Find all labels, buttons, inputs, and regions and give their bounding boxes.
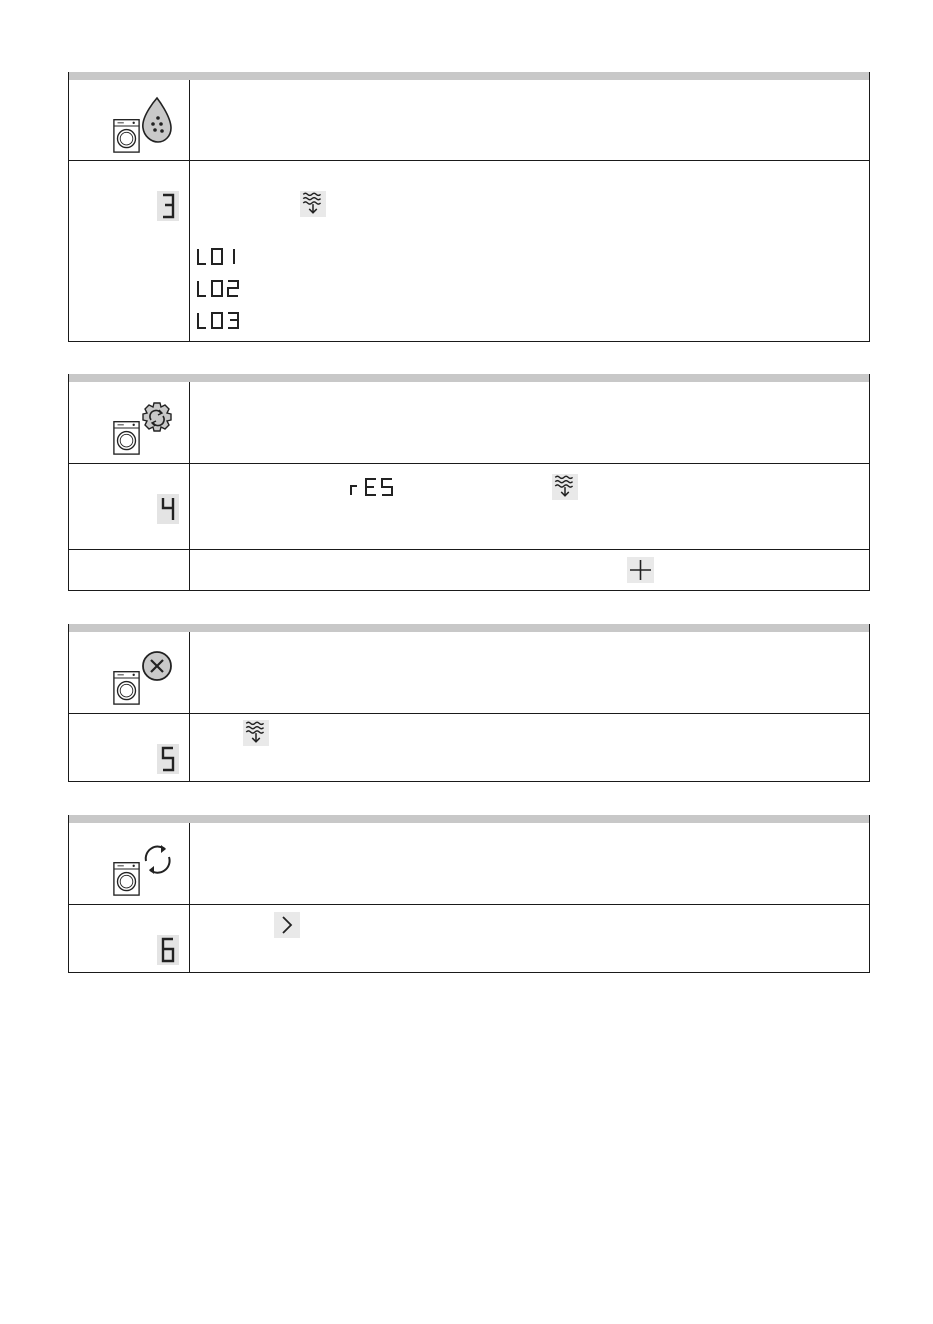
display-code-L03 — [196, 311, 242, 331]
section-step-row — [69, 713, 869, 782]
section-restart-cycle — [68, 815, 870, 973]
display-code-rES — [348, 476, 394, 498]
washer-cycle-icon — [113, 835, 175, 901]
section-icon-row — [69, 632, 869, 713]
section-icon-row — [69, 382, 869, 463]
section-step-row — [69, 463, 869, 549]
section-cancel — [68, 624, 870, 782]
section-header-bar — [69, 72, 869, 80]
chevron-right-icon — [274, 912, 300, 938]
section-note-row — [69, 549, 869, 591]
step-number-6 — [157, 935, 179, 965]
step-number-4 — [157, 494, 179, 524]
section-header-bar — [69, 374, 869, 382]
section-header-bar — [69, 815, 869, 823]
plus-icon — [627, 557, 654, 583]
rinse-drain-button-icon — [243, 720, 269, 746]
washer-cancel-icon — [113, 644, 175, 710]
section-icon-row — [69, 80, 869, 160]
section-drain-water — [68, 72, 870, 342]
display-code-L02 — [196, 279, 242, 299]
section-step-row — [69, 904, 869, 973]
washer-gear-reset-icon — [113, 394, 175, 460]
rinse-drain-button-icon — [552, 474, 578, 500]
section-step-row — [69, 160, 869, 342]
section-icon-row — [69, 823, 869, 904]
step-number-3 — [157, 191, 179, 221]
section-header-bar — [69, 624, 869, 632]
washer-water-drop-icon — [113, 92, 175, 158]
rinse-drain-button-icon — [300, 191, 326, 217]
section-reset — [68, 374, 870, 591]
step-number-5 — [157, 744, 179, 774]
display-code-L01 — [196, 247, 242, 267]
